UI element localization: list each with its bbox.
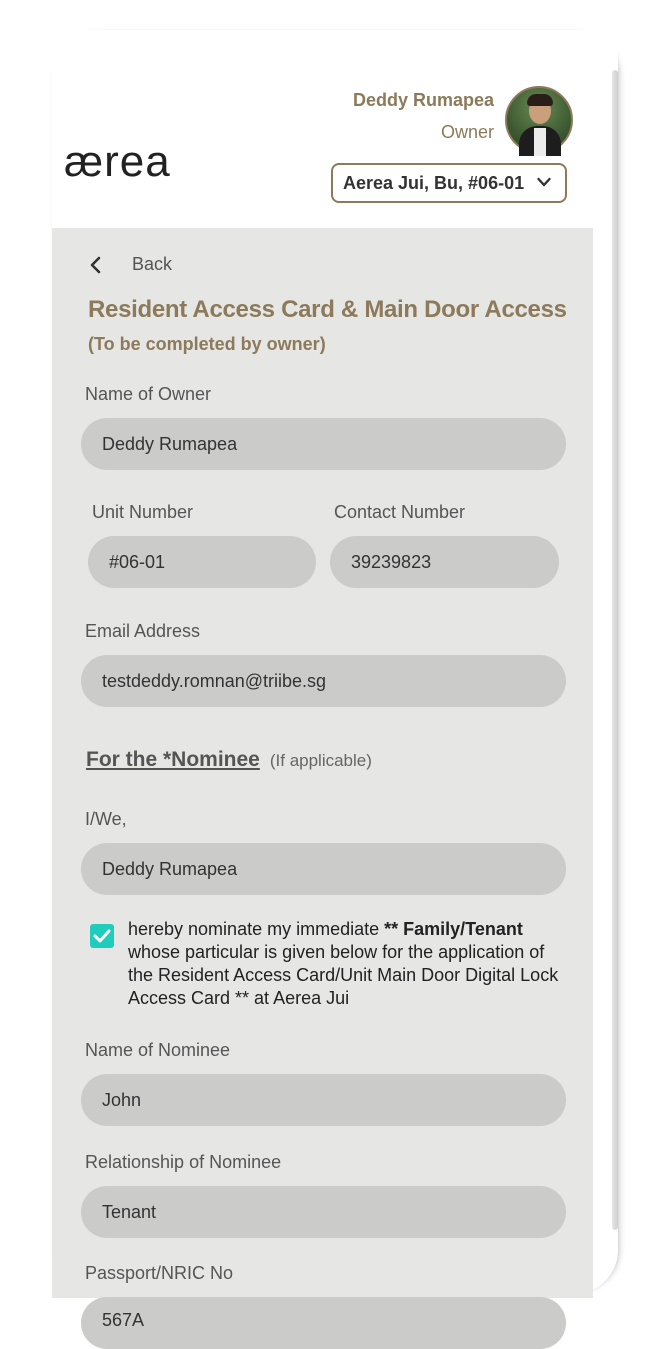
nominee-note: (If applicable): [269, 751, 372, 770]
owner-name-field[interactable]: Deddy Rumapea: [81, 418, 566, 470]
form-panel: [52, 228, 593, 1330]
nominate-text-post: whose particular is given below for the application of the Resident Access Card/Unit Main Door Digital Lock Access Card ** at Aerea Jui: [128, 942, 559, 1008]
passport-label: Passport/NRIC No: [85, 1263, 234, 1283]
nominate-text-bold: ** Family/Tenant: [384, 919, 523, 939]
unit-number-label: Unit Number: [92, 502, 194, 522]
phone-frame-edge: [612, 70, 618, 1230]
nominate-statement: [128, 918, 568, 1010]
email-label: Email Address: [85, 621, 201, 641]
checkmark-icon: [93, 928, 111, 944]
back-button[interactable]: [88, 254, 172, 275]
unit-selector-label: Aerea Jui, Bu, #06-01: [343, 172, 525, 193]
phone-frame: [52, 30, 618, 1330]
app-header: [52, 30, 618, 228]
contact-number-label: Contact Number: [334, 502, 466, 522]
avatar[interactable]: [505, 86, 573, 154]
relationship-field[interactable]: Tenant: [81, 1186, 566, 1238]
nominee-heading: [86, 748, 372, 772]
back-chevron-icon: [88, 256, 102, 274]
form-subtitle: (To be completed by owner): [88, 334, 326, 354]
passport-field[interactable]: 567A: [81, 1297, 566, 1349]
unit-selector[interactable]: [331, 163, 567, 203]
iwe-label: I/We,: [85, 809, 127, 829]
nominate-checkbox[interactable]: [90, 924, 114, 948]
nominee-name-field[interactable]: John: [81, 1074, 566, 1126]
iwe-field[interactable]: Deddy Rumapea: [81, 843, 566, 895]
nominate-text-pre: hereby nominate my immediate: [128, 919, 385, 939]
relationship-label: Relationship of Nominee: [85, 1152, 282, 1172]
avatar-shirt: [534, 128, 546, 156]
avatar-hair: [527, 94, 553, 106]
email-field[interactable]: testdeddy.romnan@triibe.sg: [81, 655, 566, 707]
nominee-link[interactable]: For the *Nominee: [86, 748, 260, 771]
form-title: Resident Access Card & Main Door Access: [88, 296, 567, 323]
unit-number-field[interactable]: #06-01: [88, 536, 316, 588]
back-label: Back: [132, 254, 173, 274]
aerea-logo: ærea: [64, 137, 171, 186]
nominee-name-label: Name of Nominee: [85, 1040, 231, 1060]
contact-number-field[interactable]: 39239823: [330, 536, 559, 588]
user-role: Owner: [440, 122, 494, 142]
chevron-down-icon: [537, 175, 551, 189]
user-name: Deddy Rumapea: [352, 90, 494, 110]
owner-name-label: Name of Owner: [85, 384, 212, 404]
